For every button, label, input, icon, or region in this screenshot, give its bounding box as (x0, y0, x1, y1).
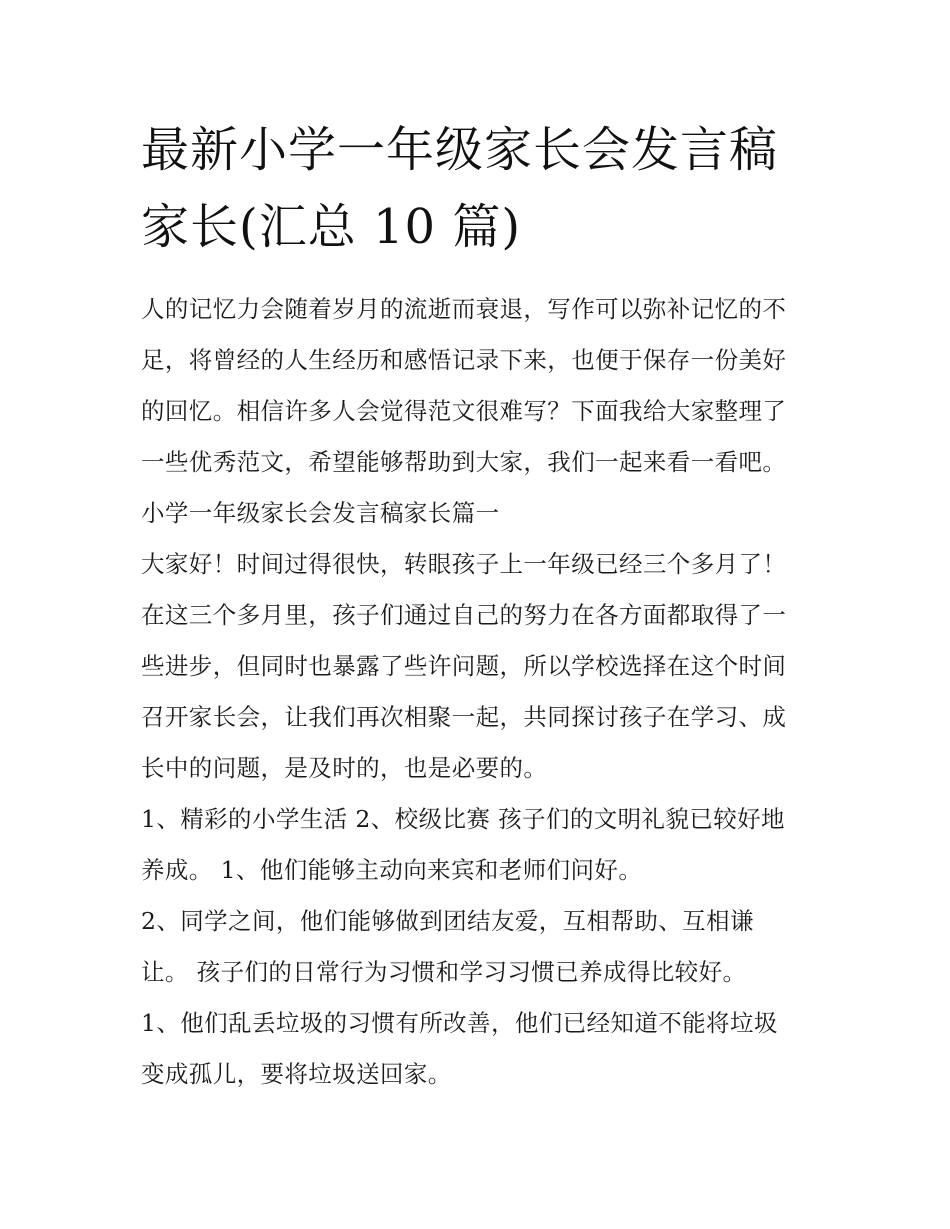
section-heading: 小学一年级家长会发言稿家长篇一 (141, 499, 500, 527)
body-line-2: 足，将曾经的人生经历和感悟记录下来，也便于保存一份美好 (141, 346, 787, 374)
title-line-1: 最新小学一年级家长会发言稿 (141, 122, 779, 178)
body-line-12: 养成。 1、他们能够主动向来宾和老师们问好。 (141, 856, 643, 884)
body-line-8: 些进步，但同时也暴露了些许问题，所以学校选择在这个时间 (141, 652, 787, 680)
body-line-13: 2、同学之间，他们能够做到团结友爱，互相帮助、互相谦 (141, 907, 754, 935)
title-line-2: 家长(汇总 10 篇) (141, 199, 522, 255)
body-line-6: 大家好！时间过得很快，转眼孩子上一年级已经三个多月了！ (141, 550, 787, 578)
body-line-11: 1、精彩的小学生活 2、校级比赛 孩子们的文明礼貌已较好地 (141, 805, 785, 833)
body-line-14: 让。 孩子们的日常行为习惯和学习习惯已养成得比较好。 (141, 958, 747, 986)
document-title (141, 112, 820, 266)
body-line-16: 变成孤儿，要将垃圾送回家。 (141, 1060, 452, 1088)
body-line-4: 一些优秀范文，希望能够帮助到大家，我们一起来看一看吧。 (141, 448, 787, 476)
body-line-7: 在这三个多月里，孩子们通过自己的努力在各方面都取得了一 (141, 601, 787, 629)
body-line-10: 长中的问题，是及时的，也是必要的。 (141, 754, 548, 782)
body-line-3: 的回忆。相信许多人会觉得范文很难写？下面我给大家整理了 (141, 397, 787, 425)
body-line-1: 人的记忆力会随着岁月的流逝而衰退，写作可以弥补记忆的不 (141, 295, 787, 323)
body-line-15: 1、他们乱丢垃圾的习惯有所改善，他们已经知道不能将垃圾 (141, 1009, 778, 1037)
body-line-9: 召开家长会，让我们再次相聚一起，共同探讨孩子在学习、成 (141, 703, 787, 731)
document-body (141, 284, 820, 1100)
